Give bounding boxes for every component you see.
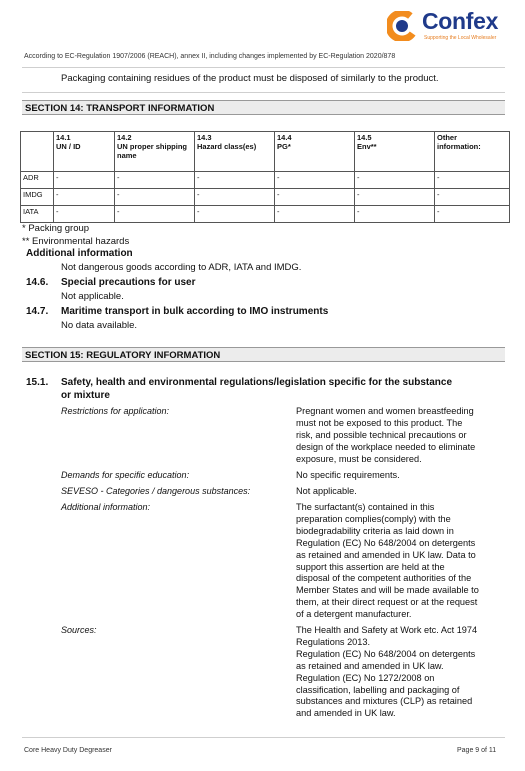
table-cell: - bbox=[435, 206, 510, 223]
header-num: 14.1 bbox=[56, 133, 71, 142]
header-cell-other bbox=[435, 132, 510, 172]
subsection-title-line2: or mixture bbox=[61, 390, 110, 401]
value-line: as retained and amended in UK law. Data to bbox=[296, 549, 476, 560]
value-line: support this assertion are held at the bbox=[296, 561, 445, 572]
value-line: substances and mixtures (CLP) as retained bbox=[296, 696, 473, 707]
packaging-note: Packaging containing residues of the product must be disposed of similarly to the product. bbox=[61, 73, 439, 84]
header-num: Other bbox=[437, 133, 458, 142]
value-line: and amended in UK law. bbox=[296, 708, 396, 719]
value-line: must not be exposed to this product. The bbox=[296, 417, 463, 428]
header-label: information: bbox=[437, 142, 481, 151]
header-divider bbox=[22, 67, 505, 68]
value-line: biodegradability criteria as laid down in bbox=[296, 525, 454, 536]
additional-info-heading: Additional information bbox=[26, 248, 133, 259]
value-line: as retained and amended in UK law. bbox=[296, 660, 444, 671]
value-line: risk, and possible technical precautions or bbox=[296, 429, 467, 440]
table-cell: - bbox=[195, 206, 275, 223]
confex-logo-icon bbox=[387, 11, 417, 41]
subsection-number: 14.7. bbox=[26, 306, 49, 317]
section-14-heading: SECTION 14: TRANSPORT INFORMATION bbox=[22, 100, 505, 115]
additional-info-text: Not dangerous goods according to ADR, IATA and IMDG. bbox=[61, 262, 302, 273]
table-cell: - bbox=[115, 206, 195, 223]
table-cell: - bbox=[275, 172, 355, 189]
footer-product-name: Core Heavy Duty Degreaser bbox=[24, 747, 112, 754]
header-num: 14.3 bbox=[197, 133, 212, 142]
mode-cell: IMDG bbox=[21, 189, 54, 206]
table-cell: - bbox=[435, 172, 510, 189]
value-line: design of the workplace needed to eliminate bbox=[296, 441, 476, 452]
header-cell-un-id bbox=[54, 132, 115, 172]
value-line: of a detergent manufacturer. bbox=[296, 609, 412, 620]
value-line: them, at their direct request or at the request bbox=[296, 597, 478, 608]
entry-label: Sources: bbox=[61, 625, 97, 635]
table-cell: - bbox=[195, 172, 275, 189]
table-cell: - bbox=[355, 189, 435, 206]
value-line: The Health and Safety at Work etc. Act 1974 bbox=[296, 625, 478, 635]
value-line: Regulation (EC) No 648/2004 on detergents bbox=[296, 648, 476, 659]
table-cell: - bbox=[115, 189, 195, 206]
value-line: Not applicable. bbox=[296, 486, 357, 496]
subsection-title-line1: Safety, health and environmental regulations/legislation specific for the substance bbox=[61, 377, 453, 388]
entry-value bbox=[296, 502, 479, 621]
entry-label: Demands for specific education: bbox=[61, 470, 190, 480]
table-cell: - bbox=[54, 189, 115, 206]
entry-label: Restrictions for application: bbox=[61, 406, 170, 416]
table-row bbox=[21, 172, 510, 189]
value-line: The surfactant(s) contained in this bbox=[296, 502, 435, 512]
header-cell-hazard-class bbox=[195, 132, 275, 172]
value-line: Regulations 2013. bbox=[296, 636, 371, 647]
logo-wordmark: Confex bbox=[422, 8, 499, 34]
subsection-title: Maritime transport in bulk according to IMO instruments bbox=[61, 306, 329, 317]
regulation-line: According to EC-Regulation 1907/2006 (REACH), annex II, including changes implemented by EC-Regulation 2020/878 bbox=[24, 53, 396, 60]
entry-value bbox=[296, 486, 357, 498]
value-line: Regulation (EC) No 1272/2008 on bbox=[296, 672, 435, 683]
value-line: Regulation (EC) No 648/2004 on detergents bbox=[296, 537, 476, 548]
subsection-number: 14.6. bbox=[26, 277, 49, 288]
value-line: Member States and will be made available to bbox=[296, 585, 479, 596]
table-cell: - bbox=[115, 172, 195, 189]
footnote-environmental-hazards: ** Environmental hazards bbox=[22, 236, 130, 247]
divider bbox=[22, 92, 505, 93]
value-line: preparation complies(comply) with the bbox=[296, 513, 451, 524]
value-line: exposure, must be considered. bbox=[296, 453, 422, 464]
subsection-text: No data available. bbox=[61, 320, 138, 331]
subsection-title: Special precautions for user bbox=[61, 277, 196, 288]
table-cell: - bbox=[355, 172, 435, 189]
table-cell: - bbox=[195, 189, 275, 206]
entry-label: SEVESO - Categories / dangerous substances: bbox=[61, 486, 251, 496]
value-line: classification, labelling and packaging of bbox=[296, 684, 460, 695]
table-row bbox=[21, 206, 510, 223]
transport-table-header-row bbox=[21, 132, 510, 172]
header-label: UN proper shipping name bbox=[117, 142, 187, 160]
header-label: PG* bbox=[277, 142, 291, 151]
footer-divider bbox=[22, 737, 505, 738]
table-row bbox=[21, 189, 510, 206]
mode-header-cell bbox=[21, 132, 54, 172]
table-cell: - bbox=[54, 206, 115, 223]
section-15-heading: SECTION 15: REGULATORY INFORMATION bbox=[22, 347, 505, 362]
footer-page-number: Page 9 of 11 bbox=[457, 747, 497, 754]
header-label: UN / ID bbox=[56, 142, 81, 151]
header-num: 14.5 bbox=[357, 133, 372, 142]
entry-value bbox=[296, 625, 477, 720]
value-line: Pregnant women and women breastfeeding bbox=[296, 406, 474, 416]
header-num: 14.2 bbox=[117, 133, 132, 142]
header-label: Hazard class(es) bbox=[197, 142, 257, 151]
value-line: No specific requirements. bbox=[296, 470, 400, 480]
header-num: 14.4 bbox=[277, 133, 292, 142]
header-cell-pg bbox=[275, 132, 355, 172]
table-cell: - bbox=[355, 206, 435, 223]
logo-tagline: Supporting the Local Wholesaler bbox=[424, 35, 497, 41]
footnote-packing-group: * Packing group bbox=[22, 223, 90, 234]
header-cell-shipping-name bbox=[115, 132, 195, 172]
subsection-text: Not applicable. bbox=[61, 291, 124, 302]
subsection-number: 15.1. bbox=[26, 377, 49, 388]
table-cell: - bbox=[275, 206, 355, 223]
header-cell-env bbox=[355, 132, 435, 172]
entry-label: Additional information: bbox=[61, 502, 151, 512]
header-label: Env** bbox=[357, 142, 377, 151]
mode-cell: IATA bbox=[21, 206, 54, 223]
table-cell: - bbox=[435, 189, 510, 206]
table-cell: - bbox=[54, 172, 115, 189]
entry-value bbox=[296, 406, 475, 466]
entry-value bbox=[296, 470, 400, 482]
mode-cell: ADR bbox=[21, 172, 54, 189]
value-line: disposal of the competent authorities of the bbox=[296, 573, 472, 584]
transport-table bbox=[20, 131, 510, 223]
table-cell: - bbox=[275, 189, 355, 206]
